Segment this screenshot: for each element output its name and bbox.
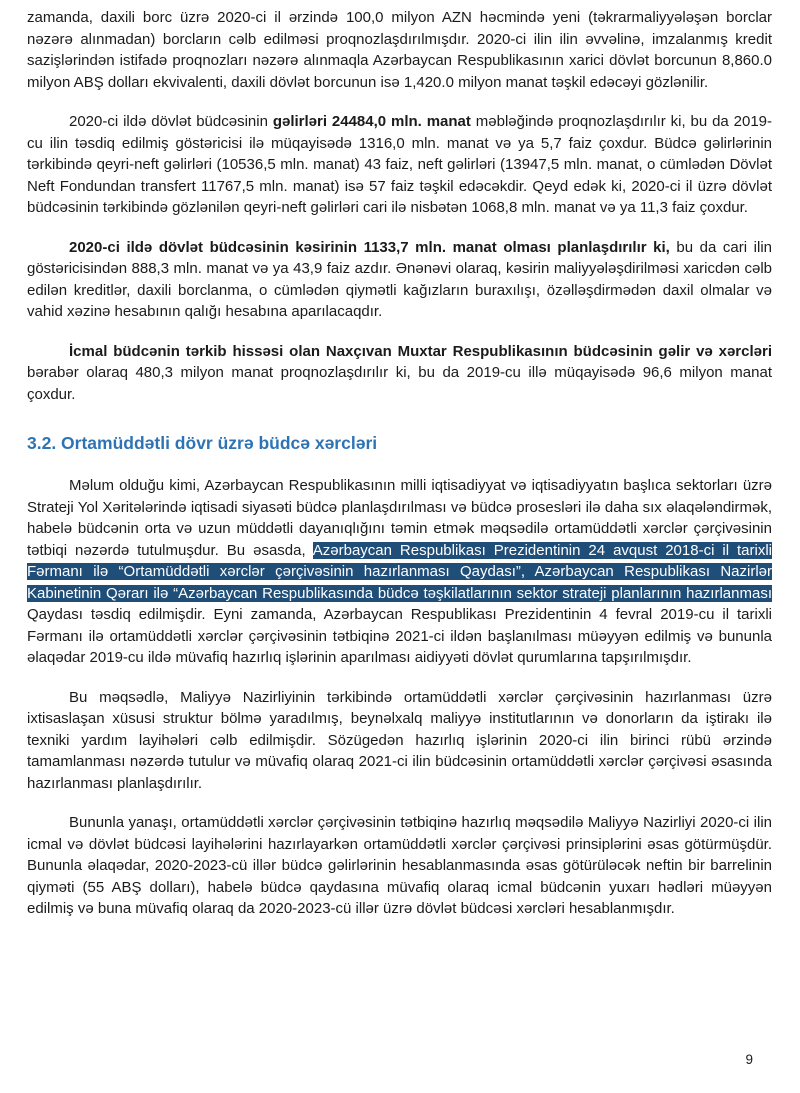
paragraph-mtef-intro-after: Qaydası təsdiq edilmişdir. Eyni zamanda, Azərbaycan Respublikası Prezidentinin 4 fevral 2019-cu il tarixli Fərmanı ilə ortamüddətli xərclər çərçivəsinin tətbiqinə 2021-ci ildən başlanılması müəyyən edilmiş və bununla əlaqədar 2019-cu ildə müvafiq hazırlıq işlərinin aparılması aidiyyəti dövlət qurumlarına tapşırılmışdır. bbox=[27, 606, 772, 666]
paragraph-deficit-bold-lead: 2020-ci ildə dövlət büdcəsinin kəsirinin 1133,7 mln. manat olması planlaşdırılır ki, bbox=[69, 238, 670, 256]
paragraph-mtef-application: Bununla yanaşı, ortamüddətli xərclər çərçivəsinin tətbiqinə hazırlıq məqsədilə Maliyyə Nazirliyi 2020-ci ilin icmal və dövlət büdcəsi layihələrini hazırlayarkən ortamüddətli xərclər çərçivəsi prinsiplərini əsas götürmüşdür. Bununla əlaqədar, 2020-2023-cü illər büdcə gəlirlərinin hesablanmasında əsas götürüləcək neftin bir barrelinin qiyməti (55 ABŞ dolları), habelə büdcə qaydasına müvafiq olaraq icmal büdcənin yuxarı hədləri müəyyən edilmiş və buna müvafiq olaraq da 2020-2023-cü illər üzrə dövlət büdcəsi xərcləri hesablanmışdır. bbox=[27, 814, 772, 917]
paragraph-nakhchivan-bold-lead: İcmal büdcənin tərkib hissəsi olan Naxçıvan Muxtar Respublikasının büdcəsinin gəlir və xərcləri bbox=[69, 342, 772, 360]
paragraph-mtef-intro bbox=[27, 475, 772, 669]
section-heading-3-2: 3.2. Ortamüddətli dövr üzrə büdcə xərcləri bbox=[27, 433, 378, 453]
paragraph-deficit-rest: bu da cari ilin göstəricisindən 888,3 mln. manat və ya 43,9 faiz azdır. Ənənəvi olaraq, kəsirin maliyyələşdirilməsi xaricdən cəlb edilən kreditlər, daxili borclanma, o cümlədən qiymətli kağızların buraxılışı, özəlləşdirmədən daxil olmalar və vahid xəzinə hesabının qalığı hesabına aparılacaqdır. bbox=[27, 238, 772, 320]
paragraph-mtef-preparation: Bu məqsədlə, Maliyyə Nazirliyinin tərkibində ortamüddətli xərclər çərçivəsinin hazırlanması üzrə ixtisaslaşan xüsusi struktur bölmə yaradılmış, beynəlxalq maliyyə institutlarının və donorların da iştirakı ilə texniki yardım layihələri cəlb edilmişdir. Sözügedən hazırlıq işlərinin 2020-ci ilin birinci rübü ərzində tamamlanması nəzərdə tutulur və müvafiq olaraq 2021-ci ilin büdcəsinin ortamüddətli xərclər çərçivəsi əsasında hazırlanması planlaşdırılır. bbox=[27, 688, 772, 792]
selected-text-highlight[interactable]: Azərbaycan Respublikası Prezidentinin 24 avqust 2018-ci il tarixli Fərmanı ilə “Ortamüddətli xərclər çərçivəsinin hazırlanması Qaydası”, Azərbaycan Respublikası Nazirlər Kabinetinin Qərarı ilə “Azərbaycan Respublikasında büdcə təşkilatlarının sektor strateji planlarının hazırlanması bbox=[27, 541, 772, 602]
paragraph-revenues-bold-figure: gəlirləri 24484,0 mln. manat bbox=[272, 113, 471, 130]
paragraph-mtef-intro-before: Məlum olduğu kimi, Azərbaycan Respublikasının milli iqtisadiyyat və iqtisadiyyatın başlıca sektorları üzrə Strateji Yol Xəritələrində iqtisadi siyasəti büdcə planlaşdırılması və büdcə prosesləri ilə daha sıx əlaqələndirmək, habelə büdcənin orta və uzun müddətli dayanıqlığını təmin etmək məqsədilə ortamüddətli xərclər çərçivəsinin tətbiqi nəzərdə tutulmuşdur. Bu əsasda, bbox=[27, 477, 772, 559]
paragraph-nakhchivan-budget bbox=[27, 341, 772, 406]
paragraph-nakhchivan-rest: bərabər olaraq 480,3 milyon manat proqnozlaşdırılır ki, bu da 2019-cu illə müqayisədə 96,6 milyon manat çoxdur. bbox=[27, 364, 772, 403]
paragraph-revenues bbox=[27, 111, 772, 219]
page-number: 9 bbox=[745, 1052, 753, 1067]
paragraph-debt-forecast: zamanda, daxili borc üzrə 2020-ci il ərzində 100,0 milyon AZN həcmində yeni (təkrarmaliyyələşən borclar nəzərə alınmadan) borcların cəlb edilməsi proqnozlaşdırılmışdır. 2020-ci ilin ilin əvvəlinə, imzalanmış kredit sazişlərindən istifadə proqnozları nəzərə alınmaqla Azərbaycan Respublikasının xarici dövlət borcunun 8,860.0 milyon ABŞ dolları ekvivalenti, daxili dövlət borcunun isə 1,420.0 milyon manat təşkil edəcəyi gözlənilir. bbox=[27, 9, 772, 91]
paragraph-deficit bbox=[27, 237, 772, 323]
paragraph-revenues-lead: 2020-ci ildə dövlət büdcəsinin bbox=[69, 113, 273, 130]
paragraph-revenues-rest: məbləğində proqnozlaşdırılır ki, bu da 2019-cu ilin təsdiq edilmiş göstəricisi ilə müqayisədə 1316,0 mln. manat və ya 5,7 faiz çoxdur. Büdcə gəlirlərinin tərkibində qeyri-neft gəlirləri (10536,5 mln. manat) 43 faiz, neft gəlirləri (13947,5 mln. manat, o cümlədən Dövlət Neft Fondundan transfert 11767,5 mln. manat) isə 57 faiz təşkil edəcəkdir. Qeyd edək ki, 2020-ci il üzrə dövlət büdcəsinin tərkibində gözlənilən qeyri-neft gəlirləri cari ilə nisbətən 1068,8 mln. manat və ya 11,3 faiz çoxdur. bbox=[27, 113, 773, 216]
